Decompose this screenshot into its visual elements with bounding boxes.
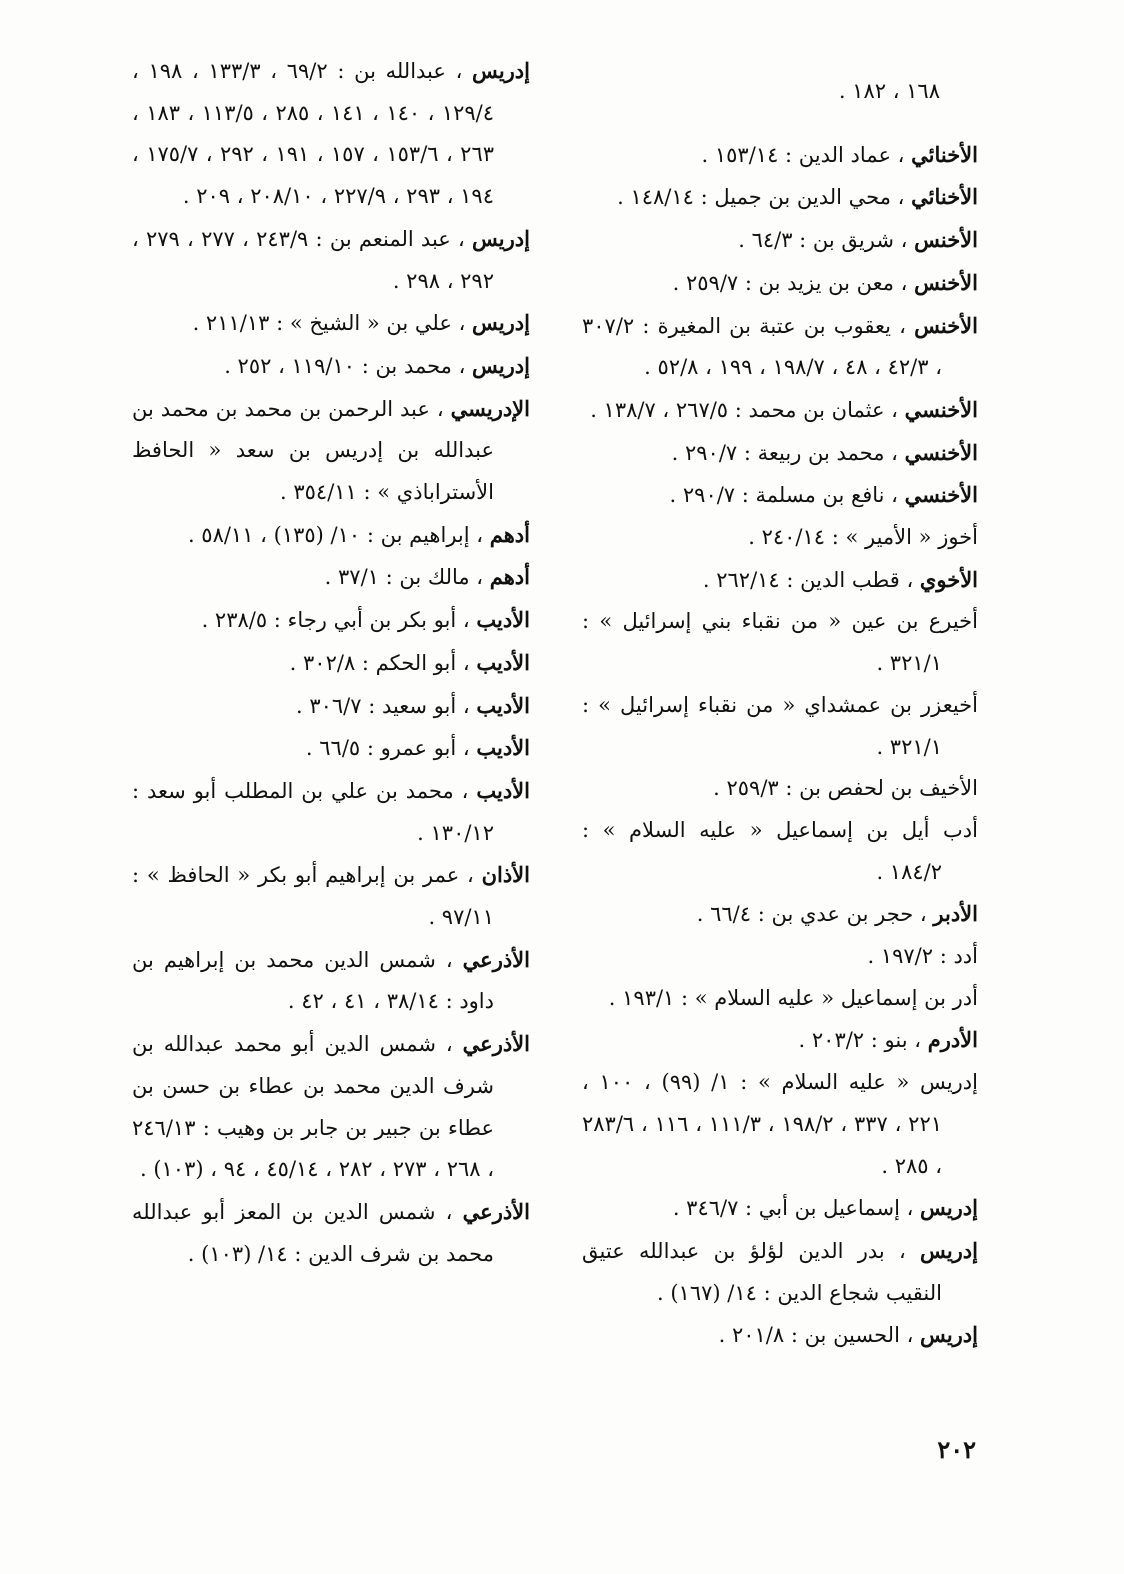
index-entry	[582, 685, 978, 768]
entry-text: الأخيف بن لحفص بن : ٢٥٩/٣ .	[713, 776, 978, 801]
entry-heading: الأخوي	[919, 566, 978, 592]
entry-text: ، عثمان بن محمد : ٢٦٧/٥ ، ١٣٨/٧ .	[590, 397, 905, 422]
entry-text: إدريس « عليه السلام » : ١/ (٩٩) ، ١٠٠ ، ٢٢١ ، ٣٣٧ ، ١٩٨/٢ ، ١١١/٣ ، ١١٦ ، ٢٨٣/٦ ، ٢٨٥ .	[582, 1070, 978, 1178]
entry-heading: إدريس	[472, 352, 530, 378]
entry-text: ، محمد بن : ١١٩/١٠ ، ٢٥٢ .	[224, 353, 473, 378]
index-entry	[582, 389, 978, 432]
index-entry	[582, 1314, 978, 1357]
entry-text: أدد : ١٩٧/٢ .	[867, 944, 978, 969]
index-entry	[582, 601, 978, 684]
index-entry	[582, 1230, 978, 1314]
index-entry	[582, 810, 978, 893]
index-entry	[582, 134, 978, 177]
entry-heading: الأخنائي	[911, 141, 978, 167]
index-entry	[582, 1019, 978, 1062]
index-entry	[132, 302, 530, 345]
entry-text: ، محمد بن علي بن المطلب أبو سعد : ١٣٠/١٢ .	[132, 778, 494, 845]
index-entry	[132, 556, 530, 599]
entry-text: ، عبد المنعم بن : ٢٤٣/٩ ، ٢٧٧ ، ٢٧٩ ، ٢٩٢ ، ٢٩٨ .	[132, 226, 494, 293]
index-entry	[582, 768, 978, 810]
entry-text: ، شريق بن : ٦٤/٣ .	[738, 228, 915, 253]
entry-text: أدب أيل بن إسماعيل « عليه السلام » : ١٨٤/٢ .	[582, 817, 978, 884]
entry-text: ، أبو الحكم : ٣٠٢/٨ .	[289, 650, 477, 675]
entry-heading: أدهم	[489, 564, 530, 590]
index-entry	[132, 1191, 530, 1275]
index-entry	[132, 388, 530, 514]
entry-text: أخوز « الأمير » : ٢٤٠/١٤ .	[748, 525, 978, 550]
index-entry	[582, 978, 978, 1020]
entry-text: ، يعقوب بن عتبة بن المغيرة : ٣٠٧/٢ ، ٤٢/٣ ، ٤٨ ، ١٩٨/٧ ، ١٩٩ ، ٥٢/٨ .	[582, 313, 942, 380]
entry-text: ، نافع بن مسلمة : ٢٩٠/٧ .	[669, 483, 905, 508]
index-entry	[132, 939, 530, 1023]
entry-text: ، محي الدين بن جميل : ١٤٨/١٤ .	[617, 185, 912, 210]
entry-text: أخيرع بن عين « من نقباء بني إسرائيل » : ٣٢١/١ .	[582, 609, 978, 676]
left-column	[132, 50, 530, 1275]
entry-heading: الأخنسي	[904, 482, 978, 508]
index-entry	[582, 305, 978, 389]
entry-heading: الأخنس	[914, 227, 978, 253]
index-entry	[582, 71, 978, 113]
entry-heading: الأدرم	[927, 1027, 978, 1053]
entry-heading: إدريس	[472, 225, 530, 251]
entry-heading: الأذان	[481, 862, 530, 888]
entry-heading: إدريس	[920, 1322, 978, 1348]
entry-heading: إدريس	[920, 1195, 978, 1221]
index-entry	[582, 517, 978, 559]
entry-heading: الأخنس	[914, 312, 978, 338]
entry-text: ، عبد الرحمن بن محمد بن محمد بن عبدالله بن إدريس بن سعد « الحافظ الأستراباذي » : ٣٥٤/١١ .	[132, 396, 494, 505]
index-entry	[132, 770, 530, 854]
entry-text: ، علي بن « الشيخ » : ٢١١/١٣ .	[192, 311, 473, 336]
entry-text: ، عبدالله بن : ٦٩/٢ ، ١٣٣/٣ ، ١٩٨ ، ١٢٩/٤ ، ١٤٠ ، ١٤١ ، ٢٨٥ ، ١١٣/٥ ، ١٨٣ ، ٢٦٣ ، ١٥٣/٦ ، ١٥٧ ، ١٩١ ، ٢٩٢ ، ١٧٥/٧ ، ١٩٤ ، ٢٩٣ ، ٢٢٧/٩ ، ٢٠٨/١٠ ، ٢٠٩ .	[132, 59, 495, 209]
entry-text: ، حجر بن عدي بن : ٦٦/٤ .	[696, 902, 934, 927]
entry-heading: الأذرعي	[462, 1031, 530, 1057]
entry-heading: الأخنس	[914, 269, 978, 295]
entry-heading: الأديب	[476, 692, 530, 718]
index-entry	[582, 432, 978, 475]
entry-text: ، بدر الدين لؤلؤ بن عبدالله عتيق النقيب شجاع الدين : ١٤/ (١٦٧) .	[582, 1238, 942, 1305]
index-entry	[132, 345, 530, 388]
entry-text: ، إسماعيل بن أبي : ٣٤٦/٧ .	[672, 1196, 921, 1221]
entry-heading: الأدبر	[933, 901, 978, 927]
index-entry	[582, 559, 978, 602]
entry-text: ، شمس الدين محمد بن إبراهيم بن داود : ٣٨/١٤ ، ٤١ ، ٤٢ .	[132, 947, 494, 1014]
entry-text: أخيعزر بن عمشداي « من نقباء إسرائيل » : ٣٢١/١ .	[582, 692, 978, 759]
entry-text: ، قطب الدين : ٢٦٢/١٤ .	[702, 567, 920, 592]
entry-text: ، إبراهيم بن : ١٠/ (١٣٥) ، ٥٨/١١ .	[187, 522, 490, 547]
index-entry	[132, 599, 530, 642]
entry-text: ، شمس الدين بن المعز أبو عبدالله محمد بن شرف الدين : ١٤/ (١٠٣) .	[132, 1199, 494, 1266]
entry-continuation: ١٦٨ ، ١٨٢ .	[838, 79, 940, 103]
entry-heading: الأخنسي	[904, 439, 978, 465]
entry-text: ، معن بن يزيد بن : ٢٥٩/٧ .	[672, 270, 915, 295]
index-entry	[132, 727, 530, 770]
index-entry	[582, 474, 978, 517]
entry-text: ، مالك بن : ٣٧/١ .	[324, 565, 490, 590]
entry-heading: الإدريسي	[450, 395, 530, 421]
entry-heading: إدريس	[472, 58, 530, 83]
index-entry	[132, 685, 530, 728]
entry-heading: الأديب	[476, 649, 530, 675]
entry-text: أدر بن إسماعيل « عليه السلام » : ١٩٣/١ .	[608, 985, 978, 1010]
index-entry	[582, 262, 978, 305]
right-column	[582, 50, 978, 1357]
index-entry	[132, 514, 530, 557]
index-entry	[132, 50, 530, 218]
entry-heading: الأديب	[476, 735, 530, 761]
entry-text: ، أبو عمرو : ٦٦/٥ .	[305, 736, 477, 761]
entry-text: ، بنو : ٢٠٣/٢ .	[798, 1028, 928, 1053]
index-entry	[582, 1187, 978, 1230]
entry-text: ، أبو سعيد : ٣٠٦/٧ .	[295, 693, 477, 718]
index-entry	[132, 1023, 530, 1191]
entry-text: ، شمس الدين أبو محمد عبدالله بن شرف الدين محمد بن عطاء بن حسن بن عطاء بن جبير بن جابر بن وهيب : ٢٤٦/١٣ ، ٢٦٨ ، ٢٧٣ ، ٢٨٢ ، ٤٥/١٤ ، ٩٤ ، (١٠٣) .	[132, 1032, 494, 1182]
entry-text: ، أبو بكر بن أبي رجاء : ٢٣٨/٥ .	[201, 608, 477, 633]
entry-heading: الأديب	[476, 777, 530, 803]
entry-heading: إدريس	[920, 1237, 978, 1263]
entry-heading: الأخنائي	[911, 184, 978, 210]
index-entry	[582, 219, 978, 262]
page-number: ٢٠٢	[937, 1435, 976, 1464]
entry-heading: إدريس	[472, 310, 530, 336]
index-entry	[132, 854, 530, 938]
entry-heading: الأذرعي	[462, 1198, 530, 1224]
index-entry	[132, 642, 530, 685]
entry-text: ، محمد بن ربيعة : ٢٩٠/٧ .	[671, 440, 905, 465]
index-entry	[582, 936, 978, 978]
index-entry	[582, 893, 978, 936]
index-entry	[582, 1062, 978, 1187]
entry-text: ، عمر بن إبراهيم أبو بكر « الحافظ » : ٩٧/١١ .	[132, 863, 494, 930]
entry-heading: الأخنسي	[904, 396, 978, 422]
entry-heading: الأديب	[476, 607, 530, 633]
index-entry	[582, 176, 978, 219]
entry-text: ، الحسين بن : ٢٠١/٨ .	[718, 1323, 921, 1348]
entry-heading: الأذرعي	[462, 946, 530, 972]
index-entry	[132, 218, 530, 302]
entry-heading: أدهم	[489, 521, 530, 547]
entry-text: ، عماد الدين : ١٥٣/١٤ .	[701, 142, 912, 167]
